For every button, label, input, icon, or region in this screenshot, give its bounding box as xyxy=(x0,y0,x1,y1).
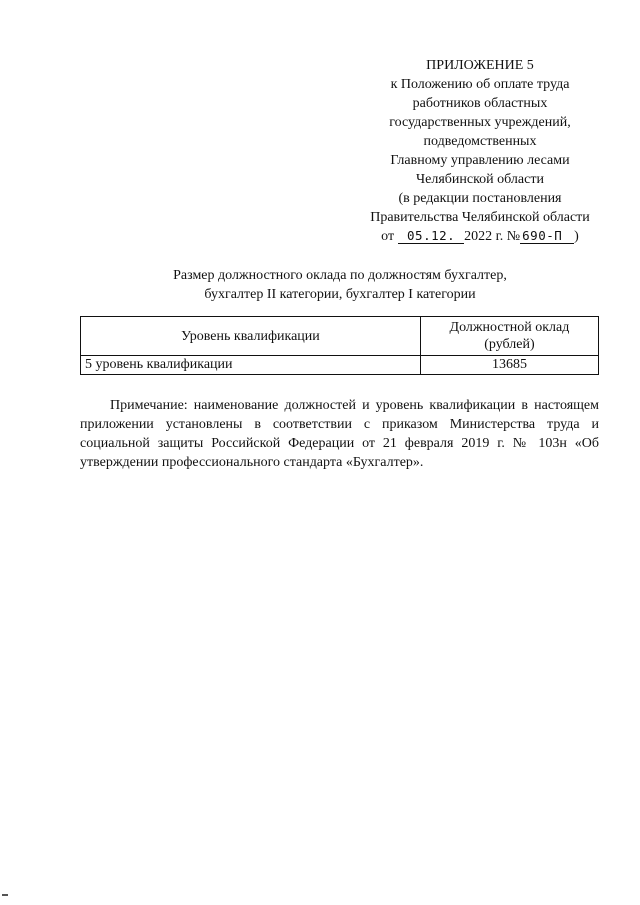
resolution-year: 2022 г. № xyxy=(464,229,521,244)
header-line: подведомственных xyxy=(423,134,537,149)
note-paragraph xyxy=(80,396,599,472)
salary-table xyxy=(80,316,599,375)
table-title-line-1: Размер должностного оклада по должностям бухгалтер, xyxy=(173,268,507,283)
table-header-row xyxy=(81,317,599,356)
table-row xyxy=(81,356,599,375)
header-line: Главному управлению лесами xyxy=(390,153,570,168)
resolution-number: 690-П xyxy=(520,229,574,244)
header-line: к Положению об оплате труда xyxy=(390,77,570,92)
scan-mark xyxy=(2,894,8,896)
header-line: Челябинской области xyxy=(416,172,544,187)
salary-value-cell: 13685 xyxy=(420,356,598,375)
table-title xyxy=(80,266,600,304)
note-text: Примечание: наименование должностей и уровень квалификации в настоящем приложении установлены в соответствии с приказом Министерства труда и социальной защиты Российской Федерации от 21 февраля 2019 г. № 103н «Об утверждении профессионального стандарта «Бухгалтер». xyxy=(80,398,599,470)
qualification-level-cell: 5 уровень квалификации xyxy=(81,356,421,375)
column-header-qualification: Уровень квалификации xyxy=(81,317,421,356)
header-line: государственных учреждений, xyxy=(389,115,571,130)
header-line: (в редакции постановления xyxy=(398,191,562,206)
header-line: работников областных xyxy=(412,96,548,111)
resolution-date: 05.12. xyxy=(398,229,464,244)
resolution-date-line xyxy=(345,227,615,246)
close-paren: ) xyxy=(574,229,579,244)
column-header-salary: Должностной оклад (рублей) xyxy=(420,317,598,356)
header-line: Правительства Челябинской области xyxy=(370,210,590,225)
table-title-line-2: бухгалтер II категории, бухгалтер I категории xyxy=(204,287,476,302)
appendix-title: ПРИЛОЖЕНИЕ 5 xyxy=(426,58,534,73)
appendix-header xyxy=(345,56,615,246)
date-prefix: от xyxy=(381,229,395,244)
